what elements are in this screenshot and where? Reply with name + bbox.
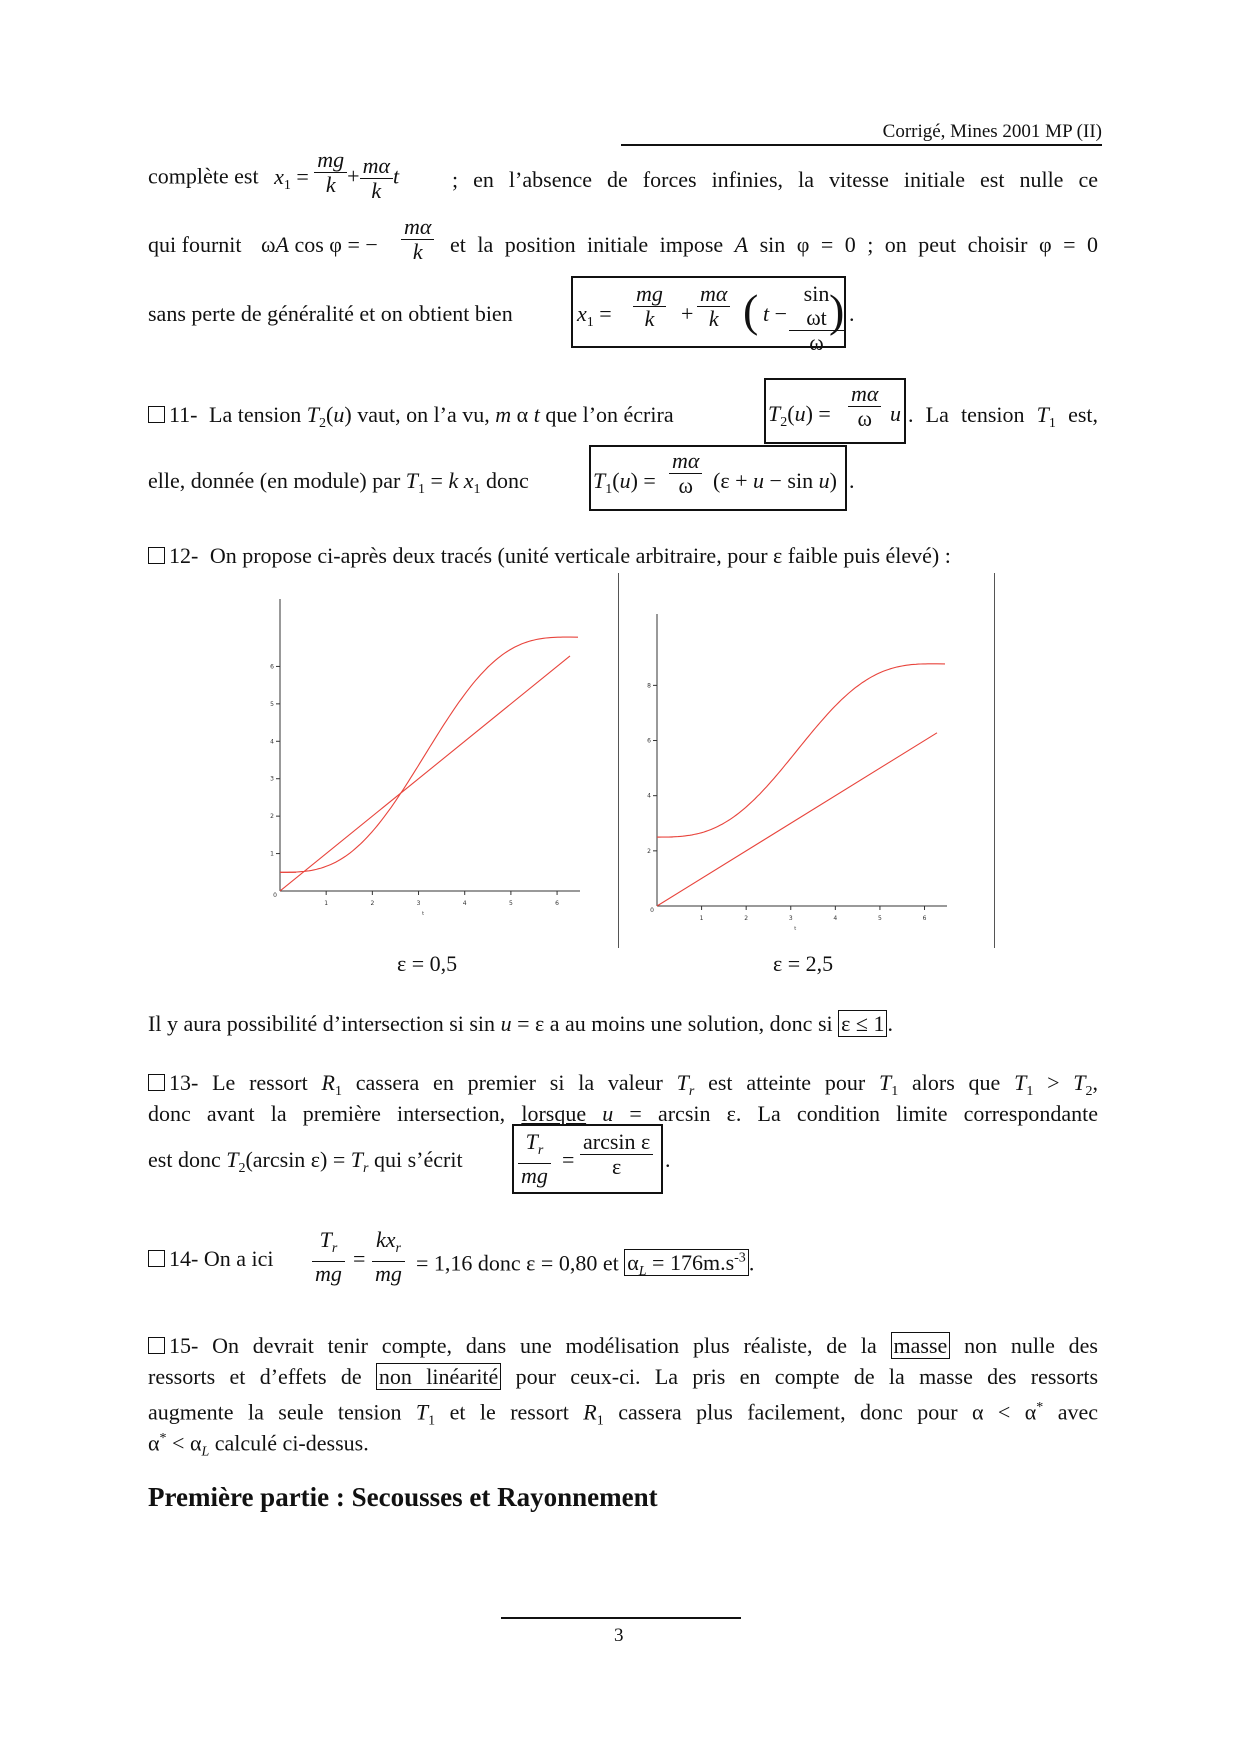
q13-line1: 13- Le ressort $R_1$ cassera en premier si la valeur $T_r$ est atteinte pour $T_1$ alors que $T_1 > T_2$, xyxy=(148,1069,1098,1106)
p10-line1: complète est $x_1$ = $\frac{mg}{k}$ + $\frac{m\alpha}{k}$ t xyxy=(148,147,400,203)
x-tick-label: 5 xyxy=(508,900,513,907)
q15-line2: ressorts et d’effets de non linéarité pour ceux-ci. La pris en compte de la masse des ressorts xyxy=(148,1364,1099,1389)
x-axis-label: t xyxy=(422,911,425,917)
x-tick-label: 3 xyxy=(416,900,421,907)
y-tick-label: 2 xyxy=(647,847,651,855)
y-tick-label: 4 xyxy=(270,738,274,746)
p10-line2-end: et la position initiale impose A sin φ = 0 ; on peut choisir φ = 0 xyxy=(450,232,1098,257)
q11-line1: 11- La tension $T_2(u)$ vaut, on l’a vu, m α t que l’on écrira xyxy=(148,401,674,438)
x-tick-label: 1 xyxy=(324,900,329,907)
y-tick-label: 5 xyxy=(270,700,274,708)
footer-rule xyxy=(501,1617,741,1619)
checkbox-icon xyxy=(148,1337,165,1354)
page-number: 3 xyxy=(614,1625,624,1646)
boxed-condition: ε ≤ 1 xyxy=(838,1010,887,1037)
series-T1-line xyxy=(657,664,945,837)
q12-conclusion: Il y aura possibilité d’intersection si sin u = ε a au moins une solution, donc si ε ≤ 1 . xyxy=(148,1011,893,1036)
x-tick-label: 5 xyxy=(878,915,882,922)
x-tick-label: 1 xyxy=(699,915,704,922)
boxed-non-linearite: non linéarité xyxy=(376,1363,501,1390)
running-header: Corrigé, Mines 2001 MP (II) xyxy=(882,121,1102,142)
checkbox-icon xyxy=(148,406,165,423)
y-tick-label: 8 xyxy=(647,682,651,690)
y-tick-label: 2 xyxy=(270,813,274,821)
fraction-Tr-mg: $\frac{T_r}{mg}$ xyxy=(312,1228,345,1286)
checkbox-icon xyxy=(148,1250,165,1267)
q15-line3: augmente la seule tension $T_1$ et le ressort $R_1$ cassera plus facilement, donc pour α < α* avec xyxy=(148,1399,1099,1429)
x-tick-label: 2 xyxy=(744,915,749,922)
q12-line: 12- On propose ci-après deux tracés (unité verticale arbitraire, pour ε faible puis élevé) : xyxy=(148,542,951,570)
caption-eps-2-5: ε = 2,5 xyxy=(773,951,834,976)
caption-eps-0-5: ε = 0,5 xyxy=(397,951,458,976)
y-tick-label: 1 xyxy=(270,850,274,858)
y-tick-label: 4 xyxy=(647,792,651,800)
q15-line1: 15- On devrait tenir compte, dans une modélisation plus réaliste, de la masse non nulle des xyxy=(148,1330,1098,1361)
x-tick-label: 6 xyxy=(555,900,559,907)
series-T1-line xyxy=(280,637,578,872)
boxed-x1-result: $x_1$ = $\frac{mg}{k}$ + $\frac{m\alpha}{k}$ ( t − $\frac{\text{sin ωt}}{\omega}$ ) xyxy=(571,276,846,348)
plot-divider-left xyxy=(618,573,619,948)
fraction-ma-k: $\frac{m\alpha}{k}$ xyxy=(360,154,393,203)
checkbox-icon xyxy=(148,1074,165,1091)
fraction-mg-k: $\frac{mg}{k}$ xyxy=(314,148,347,197)
y-tick-label: 6 xyxy=(270,663,274,671)
q13-line2: donc avant la première intersection, lorsque u = arcsin ε. La condition limite correspondante xyxy=(148,1101,1099,1126)
checkbox-icon xyxy=(148,547,165,564)
x-tick-label: 4 xyxy=(833,915,838,922)
q11-line1-end: . La tension $T_1$ est, xyxy=(908,402,1099,431)
q14-result: = 1,16 donc ε = 0,80 et $\alpha_L = 176m.s^{-3}$ . xyxy=(416,1250,755,1280)
boxed-T2: $T_2(u)$ = $\frac{m\alpha}{\omega}$ u xyxy=(764,378,906,444)
header-rule xyxy=(621,144,1102,146)
section-title: Première partie : Secousses et Rayonnement xyxy=(148,1482,658,1512)
boxed-masse: masse xyxy=(891,1332,951,1359)
x-tick-label: 4 xyxy=(462,900,467,907)
fraction-ma-k-2: $\frac{m\alpha}{k}$ xyxy=(401,215,434,264)
q11-line2: elle, donnée (en module) par $T_1 = k$ $x_1$ donc xyxy=(148,468,529,497)
q13-line3: est donc $T_2(\arcsin$ $\varepsilon) = T_r$ qui s’écrit xyxy=(148,1147,463,1176)
q15-line4: $\alpha^* < \alpha_L$ calculé ci-dessus. xyxy=(148,1430,369,1460)
p10-line2-start: qui fournit ωA cos φ = − xyxy=(148,232,378,257)
plot-eps-0-5 xyxy=(265,585,595,925)
x-tick-label: 3 xyxy=(788,915,793,922)
origin-label: 0 xyxy=(650,907,654,914)
q14-line: 14- On a ici xyxy=(148,1245,273,1273)
series-T2-line xyxy=(280,656,570,891)
boxed-alpha-L: $\alpha_L = 176m.s^{-3}$ xyxy=(624,1249,749,1276)
p10-line3: sans perte de généralité et on obtient bien xyxy=(148,301,513,326)
y-tick-label: 3 xyxy=(270,775,274,783)
boxed-condition-limit: $\frac{T_r}{mg}$ = $\frac{\text{arcsin ε}}{\varepsilon}$ xyxy=(512,1124,663,1194)
y-tick-label: 6 xyxy=(647,737,651,745)
plot-divider-right xyxy=(994,573,995,948)
boxed-T1: $T_1(u)$ = $\frac{m\alpha}{\omega}$ (ε + u − sin u) xyxy=(589,445,847,511)
x-tick-label: 2 xyxy=(370,900,375,907)
plot-eps-2-5 xyxy=(642,600,972,932)
series-T2-line xyxy=(657,733,937,906)
p10-line1-end: ; en l’absence de forces infinies, la vitesse initiale est nulle ce xyxy=(452,167,1098,192)
origin-label: 0 xyxy=(273,892,277,899)
fraction-kxr-mg: $\frac{kx_r}{mg}$ xyxy=(372,1228,405,1286)
x-tick-label: 6 xyxy=(922,915,927,922)
x-axis-label: t xyxy=(794,926,797,932)
